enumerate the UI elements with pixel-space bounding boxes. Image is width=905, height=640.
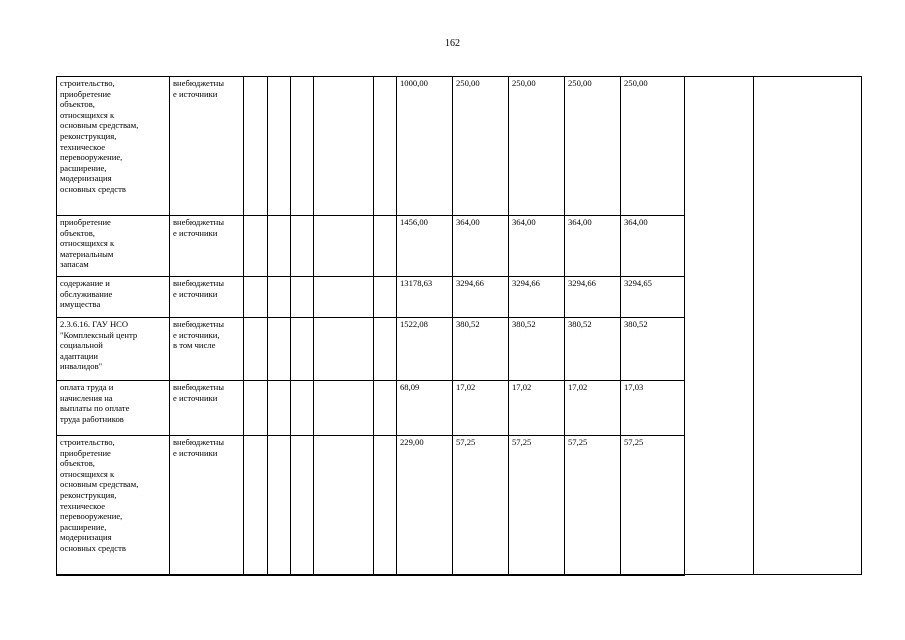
row-year-1: 57,25 xyxy=(453,436,509,575)
row-name: оплата труда и начисления на выплаты по оплате труда работников xyxy=(57,381,170,436)
row-year-1: 3294,66 xyxy=(453,277,509,318)
empty-cell xyxy=(268,381,291,436)
row-year-2: 3294,66 xyxy=(509,277,565,318)
empty-cell xyxy=(374,77,397,216)
row-year-2: 364,00 xyxy=(509,216,565,277)
row-source: внебюджетны е источники xyxy=(170,277,244,318)
row-year-4: 380,52 xyxy=(621,318,685,381)
empty-cell xyxy=(291,77,314,216)
empty-cell xyxy=(374,436,397,575)
row-total: 13178,63 xyxy=(397,277,453,318)
row-source: внебюджетны е источники xyxy=(170,436,244,575)
row-total: 1522,08 xyxy=(397,318,453,381)
empty-cell xyxy=(314,216,374,277)
row-year-4: 250,00 xyxy=(621,77,685,216)
row-total: 68,09 xyxy=(397,381,453,436)
row-year-3: 3294,66 xyxy=(565,277,621,318)
empty-cell xyxy=(244,318,268,381)
row-total: 229,00 xyxy=(397,436,453,575)
empty-cell xyxy=(314,381,374,436)
row-source: внебюджетны е источники xyxy=(170,381,244,436)
row-year-4: 3294,65 xyxy=(621,277,685,318)
row-year-2: 380,52 xyxy=(509,318,565,381)
row-source: внебюджетны е источники xyxy=(170,216,244,277)
page-number: 162 xyxy=(445,38,460,49)
budget-table xyxy=(56,76,862,576)
empty-cell xyxy=(268,318,291,381)
row-year-2: 57,25 xyxy=(509,436,565,575)
empty-cell xyxy=(268,277,291,318)
row-source: внебюджетны е источники, в том числе xyxy=(170,318,244,381)
row-year-1: 250,00 xyxy=(453,77,509,216)
empty-cell xyxy=(244,77,268,216)
empty-cell xyxy=(244,216,268,277)
table-row xyxy=(57,77,862,216)
row-year-4: 364,00 xyxy=(621,216,685,277)
empty-cell xyxy=(244,436,268,575)
row-name: содержание и обслуживание имущества xyxy=(57,277,170,318)
row-name: строительство, приобретение объектов, относящихся к основным средствам, реконструкция, техническое перевооружение, расширение, модернизация основных средств xyxy=(57,436,170,575)
row-source: внебюджетны е источники xyxy=(170,77,244,216)
empty-cell xyxy=(291,277,314,318)
row-year-3: 57,25 xyxy=(565,436,621,575)
row-year-4: 57,25 xyxy=(621,436,685,575)
empty-col-b xyxy=(754,77,862,575)
row-year-4: 17,03 xyxy=(621,381,685,436)
empty-cell xyxy=(244,277,268,318)
empty-cell xyxy=(244,381,268,436)
empty-cell xyxy=(291,216,314,277)
row-total: 1456,00 xyxy=(397,216,453,277)
row-total: 1000,00 xyxy=(397,77,453,216)
empty-cell xyxy=(291,318,314,381)
empty-cell xyxy=(268,216,291,277)
empty-cell xyxy=(374,381,397,436)
row-name: приобретение объектов, относящихся к материальным запасам xyxy=(57,216,170,277)
empty-cell xyxy=(291,436,314,575)
row-name: 2.3.6.16. ГАУ НСО "Комплексный центр социальной адаптации инвалидов" xyxy=(57,318,170,381)
row-year-3: 250,00 xyxy=(565,77,621,216)
row-year-1: 17,02 xyxy=(453,381,509,436)
row-name: строительство, приобретение объектов, относящихся к основным средствам, реконструкция, техническое перевооружение, расширение, модернизация основных средств xyxy=(57,77,170,216)
empty-cell xyxy=(374,277,397,318)
row-year-2: 17,02 xyxy=(509,381,565,436)
empty-cell xyxy=(268,77,291,216)
empty-cell xyxy=(291,381,314,436)
row-year-1: 380,52 xyxy=(453,318,509,381)
empty-cell xyxy=(374,318,397,381)
row-year-3: 380,52 xyxy=(565,318,621,381)
empty-cell xyxy=(314,277,374,318)
empty-cell xyxy=(314,77,374,216)
empty-col-a xyxy=(685,77,754,575)
row-year-3: 17,02 xyxy=(565,381,621,436)
row-year-1: 364,00 xyxy=(453,216,509,277)
empty-cell xyxy=(314,436,374,575)
row-year-2: 250,00 xyxy=(509,77,565,216)
empty-cell xyxy=(314,318,374,381)
empty-cell xyxy=(268,436,291,575)
empty-cell xyxy=(374,216,397,277)
row-year-3: 364,00 xyxy=(565,216,621,277)
